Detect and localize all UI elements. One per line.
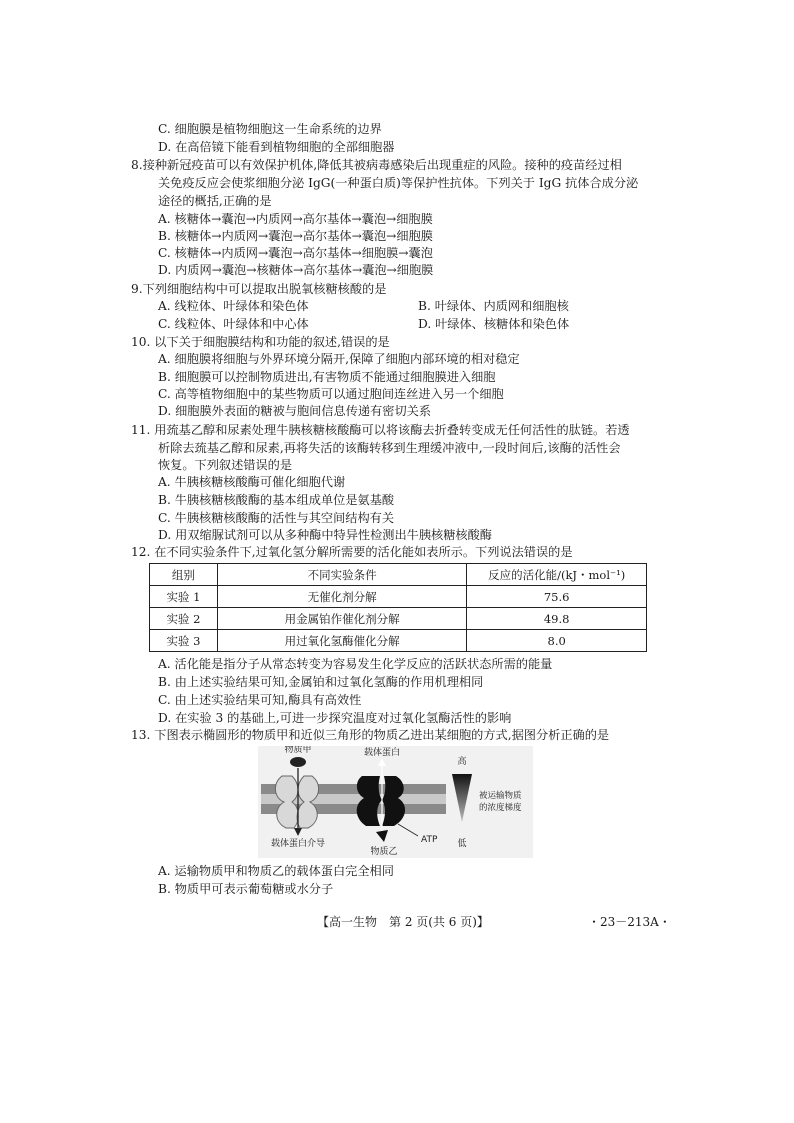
- table-row: [150, 586, 647, 608]
- question-9-option-c: C. 线粒体、叶绿体和中心体: [158, 317, 309, 331]
- question-12-option-c: C. 由上述实验结果可知,酶具有高效性: [158, 693, 362, 707]
- question-8-stem: 关免疫反应会使浆细胞分泌 IgG(一种蛋白质)等保护性抗体。下列关于 IgG 抗体合成分泌: [158, 176, 639, 190]
- question-8-option-d: D. 内质网→囊泡→核糖体→高尔基体→囊泡→细胞膜: [158, 263, 434, 277]
- gradient-low-label: 低: [457, 839, 467, 849]
- question-9-stem: 9.下列细胞结构中可以提取出脱氧核糖核酸的是: [131, 282, 387, 296]
- carrier-mediated-label: 载体蛋白介导: [270, 839, 326, 849]
- question-10-option-a: A. 细胞膜将细胞与外界环境分隔开,保障了细胞内部环境的相对稳定: [158, 352, 520, 366]
- gradient-label-line2: 的浓度梯度: [479, 803, 522, 813]
- table-row: [150, 608, 647, 630]
- question-10-option-c: C. 高等植物细胞中的某些物质可以通过胞间连丝进入另一个细胞: [158, 387, 504, 401]
- question-8-stem: 途径的概括,正确的是: [158, 194, 272, 208]
- question-10-stem: 10. 以下关于细胞膜结构和功能的叙述,错误的是: [131, 335, 390, 349]
- question-11-stem: 析除去巯基乙醇和尿素,再将失活的该酶转移到生理缓冲液中,一段时间后,该酶的活性会: [158, 441, 621, 455]
- question-8-option-b: B. 核糖体→内质网→囊泡→高尔基体→囊泡→细胞膜: [158, 229, 433, 243]
- table-header: 不同实验条件: [217, 564, 466, 586]
- question-11-option-d: D. 用双缩脲试剂可以从多种酶中特异性检测出牛胰核糖核酸酶: [158, 528, 492, 542]
- question-12-option-d: D. 在实验 3 的基础上,可进一步探究温度对过氧化氢酶活性的影响: [158, 711, 512, 725]
- question-11-option-a: A. 牛胰核糖核酸酶可催化细胞代谢: [158, 475, 346, 489]
- question-12-stem: 12. 在不同实验条件下,过氧化氢分解所需要的活化能如表所示。下列说法错误的是: [131, 545, 573, 559]
- question-13-option-a: A. 运输物质甲和物质乙的载体蛋白完全相同: [158, 864, 394, 878]
- table-cell: 75.6: [467, 586, 647, 608]
- option-d: D. 在高倍镜下能看到植物细胞的全部细胞器: [158, 140, 395, 154]
- carrier-label: 载体蛋白: [363, 748, 401, 758]
- table-cell: 49.8: [467, 608, 647, 630]
- substance-a-label: 物质甲: [284, 746, 312, 755]
- table-row: [150, 630, 647, 652]
- substance-b-label: 物质乙: [370, 847, 398, 857]
- question-11-stem: 11. 用巯基乙醇和尿素处理牛胰核糖核酸酶可以将该酶去折叠转变成无任何活性的肽链。若透: [131, 423, 630, 437]
- question-9-option-b: B. 叶绿体、内质网和细胞核: [418, 299, 569, 313]
- activation-energy-table: [149, 563, 647, 652]
- table-cell: 8.0: [467, 630, 647, 652]
- question-11-option-c: C. 牛胰核糖核酸酶的活性与其空间结构有关: [158, 511, 395, 525]
- question-10-option-d: D. 细胞膜外表面的糖被与胞间信息传递有密切关系: [158, 404, 432, 418]
- table-cell: 无催化剂分解: [217, 586, 466, 608]
- question-13-stem: 13. 下图表示椭圆形的物质甲和近似三角形的物质乙进出某细胞的方式,据图分析正确的是: [131, 728, 610, 742]
- table-cell: 用过氧化氢酶催化分解: [217, 630, 466, 652]
- question-9-option-d: D. 叶绿体、核糖体和染色体: [418, 317, 570, 331]
- membrane-transport-figure: [258, 746, 533, 858]
- option-c: C. 细胞膜是植物细胞这一生命系统的边界: [158, 122, 382, 136]
- page-code: ・23－213A・: [588, 915, 671, 929]
- substance-a-icon: [290, 757, 306, 767]
- table-header: 组别: [150, 564, 218, 586]
- table-cell: 用金属铂作催化剂分解: [217, 608, 466, 630]
- question-8-option-a: A. 核糖体→囊泡→内质网→高尔基体→囊泡→细胞膜: [158, 212, 433, 226]
- table-cell: 实验 1: [150, 586, 218, 608]
- question-8-stem: 8.接种新冠疫苗可以有效保护机体,降低其被病毒感染后出现重症的风险。接种的疫苗经过相: [131, 158, 622, 172]
- table-header-row: [150, 564, 647, 586]
- question-9-option-a: A. 线粒体、叶绿体和染色体: [158, 299, 309, 313]
- table-header: 反应的活化能/(kJ・mol⁻¹): [467, 564, 647, 586]
- question-11-stem: 恢复。下列叙述错误的是: [158, 458, 293, 472]
- table-cell: 实验 2: [150, 608, 218, 630]
- table-cell: 实验 3: [150, 630, 218, 652]
- question-11-option-b: B. 牛胰核糖核酸酶的基本组成单位是氨基酸: [158, 493, 395, 507]
- question-12-option-b: B. 由上述实验结果可知,金属铂和过氧化氢酶的作用机理相同: [158, 675, 484, 689]
- page-footer: 【高一生物 第 2 页(共 6 页)】: [317, 915, 489, 929]
- atp-label: ATP: [421, 835, 438, 845]
- gradient-high-label: 高: [457, 757, 467, 767]
- question-10-option-b: B. 细胞膜可以控制物质进出,有害物质不能通过细胞膜进入细胞: [158, 370, 496, 384]
- gradient-label-line1: 被运输物质: [479, 791, 522, 801]
- question-12-option-a: A. 活化能是指分子从常态转变为容易发生化学反应的活跃状态所需的能量: [158, 657, 553, 671]
- question-8-option-c: C. 核糖体→内质网→囊泡→高尔基体→细胞膜→囊泡: [158, 246, 433, 260]
- question-13-option-b: B. 物质甲可表示葡萄糖或水分子: [158, 882, 334, 896]
